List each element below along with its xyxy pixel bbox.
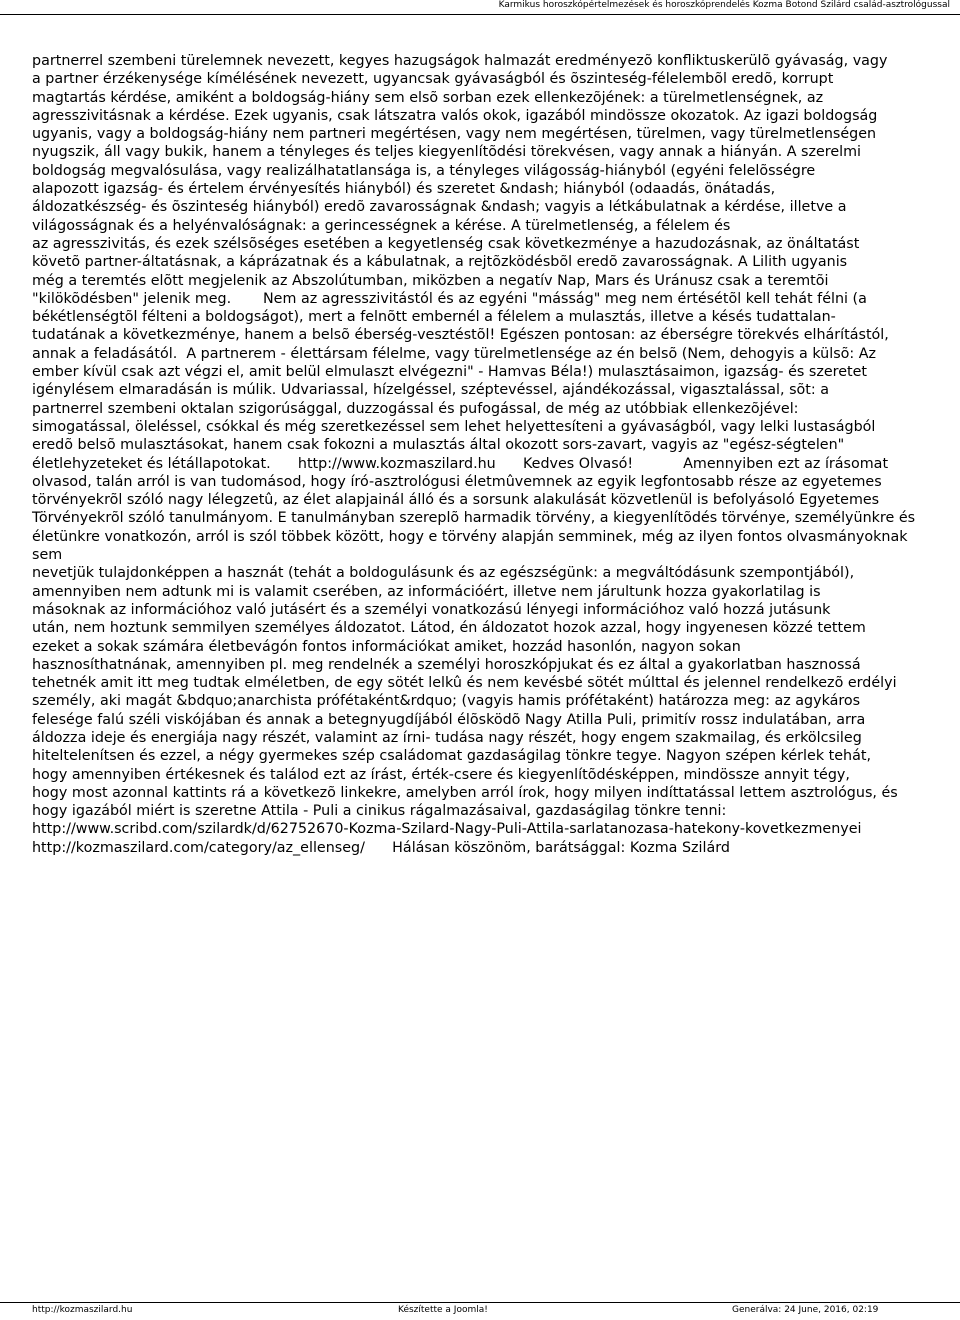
footer-generated-date: Generálva: 24 June, 2016, 02:19	[732, 1305, 879, 1315]
footer-credit: Készítette a Joomla!	[398, 1305, 488, 1315]
page-header	[0, 0, 950, 12]
article-body: partnerrel szembeni türelemnek nevezett, kegyes hazugságok halmazát eredményezõ konfliktuskerülõ gyávaság, vagy a partner érzékenysége kímélésének nevezett, ugyancsak gyávaságból és õszinteség-félelembõl eredõ, korrupt magtartás kérdése, amiként a boldogság-hiány sem elsõ sorban ezek ellenkezõjének: a türelmetlenségnek, az agresszivitásnak a kérdése. Ezek ugyanis, csak látszatra valós okok, igazából mindössze okozatok. Az igazi boldogság ugyanis, vagy a boldogság-hiány nem partneri megértésen, vagy nem megértésen, türelmen, vagy türelmetlenségen nyugszik, áll vagy bukik, hanem a tényleges és teljes kiegyenlítõdési törekvésen, vagy annak a hiányán. A szerelmi boldogság megvalósulása, vagy realizálhatatlansága is, a tényleges világosság-hiányból (egyéni felelõsségre alapozott igazság- és értelem érvényesítés hiányból) és szeretet &ndash; hiányból (odaadás, önátadás, áldozatkészség- és õszinteség hiányból) eredõ zavarosságnak &ndash; vagyis a létkábulatnak a kérdése, illetve a világosságnak és a helyénvalóságnak: a gerincességnek a kérése. A türelmetlenség, a félelem és az agresszivitás, és ezek szélsõséges esetében a kegyetlenség csak következménye a hazudozásnak, az önáltatást követõ partner-áltatásnak, a káprázatnak és a kábulatnak, a rejtõzködésbõl eredõ zavarosságnak. A Lilith ugyanis még a teremtés elõtt megjelenik az Abszolútumban, miközben a negatív Nap, Mars és Uránusz csak a teremtõi "kilökõdésben" jelenik meg. Nem az agresszivitástól és az egyéni "másság" meg nem értésétõl kell tehát félni (a békétlenségtõl félteni a boldogságot), mert a felnõtt embernél a félelem a mulasztás, illetve a késés tudattalan- tudatának a következménye, hanem a belsõ éberség-vesztéstõl! Egészen pontosan: az éberségre törekvés elhárítástól, annak a feladásától. A partnerem - élettársam félelme, vagy türelmetlensége az én belsõ (Nem, dehogyis a külsõ: Az ember kívül csak azt végzi el, amit belül elmulaszt elvégezni" - Hamvas Béla!) mulasztásaimon, igazság- és szeretet igénylésem elmaradásán is múlik. Udvariassal, hízelgéssel, széptevéssel, ajándékozással, vigasztalással, sõt: a partnerrel szembeni oktalan szigorúsággal, duzzogással és pufogással, de még az utóbbiak ellenkezõjével: simogatással, öleléssel, csókkal és még szeretkezéssel sem lehet helyettesíteni a gyávaságból, vagy lelki lustaságból eredõ belsõ mulasztásokat, hanem csak fokozni a mulasztás által okozott sors-zavart, vagyis az "egész-ségtelen" életlehyzeteket és létállapotokat. http://www.kozmaszilard.hu Kedves Olvasó! Amennyiben ezt az írásomat olvasod, talán arról is van tudomásod, hogy író-asztrológusi életmûvemnek az egyik legfontosabb része az egyetemes törvényekrõl szóló nagy lélegzetû, az élet alapjainál álló és a sorsunk alakulását közvetlenül is befolyásoló Egyetemes Törvényekrõl szóló tanulmányom. E tanulmányban szereplõ harmadik törvény, a kiegyenlítõdés törvénye, személyünkre és életünkre vonatkozón, arról is szól többek között, hogy e törvény alapján semminek, még az ilyen fontos olvasmányoknak sem nevetjük tulajdonképpen a hasznát (tehát a boldogulásunk és az egészségünk: a megváltódásunk szempontjából), amennyiben nem adtunk mi is valamit cserében, az információért, illetve nem járultunk hozza gyakorlatilag is másoknak az információhoz való jutásért és a személyi vonatkozású lényegi információhoz való hozzá jutásunk után, nem hoztunk semmilyen személyes áldozatot. Látod, én áldozatot hozok azzal, hogy ingyenesen közzé tettem ezeket a sokak számára életbevágón fontos információkat amiket, hozzád hasonlón, nagyon sokan hasznosíthatnának, amennyiben pl. meg rendelnék a személyi horoszkópjukat és ez által a gyakorlatban hasznossá tehetnék amit itt meg tudtak elméletben, de egy sötét lelkû és nem kevésbé sötét múlttal és jelennel rendelkezõ erdélyi személy, aki magát &bdquo;anarchista prófétaként&rdquo; (vagyis hamis prófétaként) határozza meg: az agykáros felesége falú széli viskójában és annak a betegnyugdíjából élõsködõ Nagy Atilla Puli, primitív rossz indulatában, arra áldozza ideje és energiája nagy részét, valamint az írni- tudása nagy részét, hogy engem szakmailag, és erkölcsileg hiteltelenítsen és ezzel, a négy gyermekes szép családomat gazdaságilag tönkre tegye. Nagyon szépen kérlek tehát, hogy amennyiben értékesnek és találod ezt az írást, érték-csere és kiegyenlítõdésképpen, mindössze annyit tégy, hogy most azonnal kattints rá a következõ linkekre, amelyben arról írok, hogy milyen indíttatással lettem asztrológus, és hogy igazából miért is szeretne Attila - Puli a cinikus rágalmazásaival, gazdaságilag tönkre tenni: http://www.scribd.com/szilardk/d/62752670-Kozma-Szilard-Nagy-Puli-Attila-sarlatanozasa-hatekony-kovetkezmenyei http://kozmaszilard.com/category/az_ellenseg/ Hálásan köszönöm, barátsággal: Kozma Szilárd	[32, 53, 916, 856]
page-footer	[0, 1305, 960, 1317]
footer-divider	[0, 1302, 960, 1303]
header-divider	[0, 14, 960, 15]
footer-site-url[interactable]: http://kozmaszilard.hu	[32, 1305, 133, 1315]
header-title: Karmikus horoszkópértelmezések és horoszkóprendelés Kozma Botond Szilárd család-asztrológussal	[498, 0, 950, 10]
